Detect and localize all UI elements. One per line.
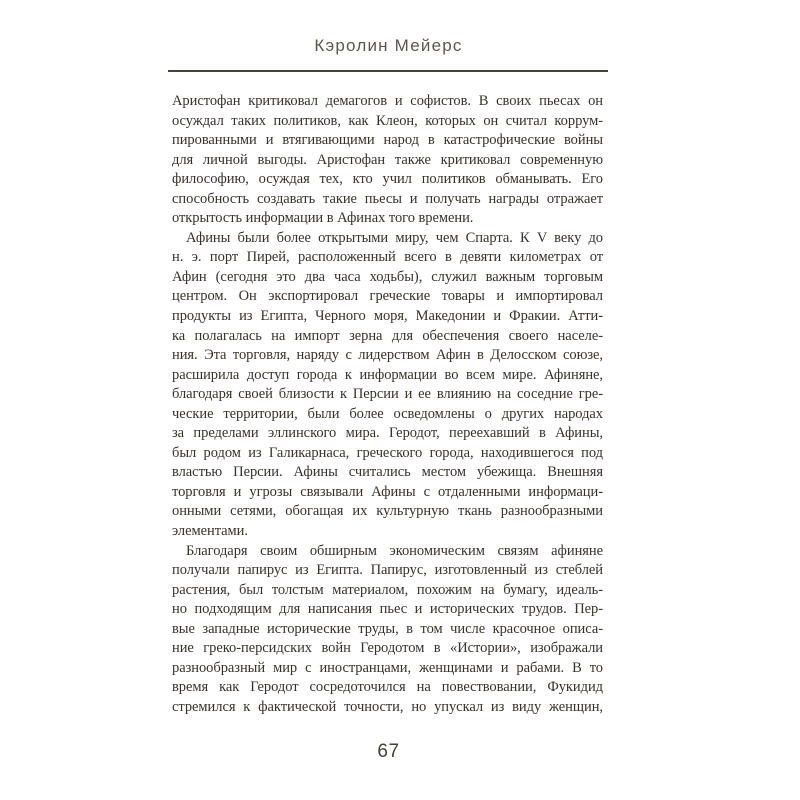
text-line: время как Геродот сосредоточился на повествовании, Фукидид — [172, 679, 603, 696]
text-line: Афины были более открытыми миру, чем Спарта. К V веку до — [186, 229, 603, 246]
text-line: осуждал таких политиков, как Клеон, которых он считал коррум- — [172, 112, 603, 129]
text-line: получали папирус из Египта. Папирус, изготовленный из стеблей — [172, 562, 603, 579]
text-line: ка полагалась на импорт зерна для обеспечения своего населе- — [172, 327, 603, 344]
text-line: способность создавать такие пьесы и получать награды отражает — [172, 190, 603, 207]
text-line: ния. Эта торговля, наряду с лидерством Афин в Делосском союзе, — [172, 347, 603, 364]
text-line: Благодаря своим обширным экономическим связям афиняне — [186, 542, 603, 559]
text-line: но подходящим для написания пьес и исторических трудов. Пер- — [172, 601, 603, 618]
text-line: н. э. порт Пирей, расположенный всего в девяти километрах от — [172, 249, 603, 266]
text-line: ческие территории, были более осведомлены о других народах — [172, 405, 603, 422]
text-line: за пределами эллинского мира. Геродот, переехавший в Афины, — [172, 425, 603, 442]
text-line: центром. Он экспортировал греческие товары и импортировал — [172, 288, 603, 305]
text-line: продукты из Египта, Черного моря, Македонии и Фракии. Атти- — [172, 308, 603, 325]
text-line: открытость информации в Афинах того времени. — [172, 210, 474, 227]
paragraph — [172, 542, 603, 718]
text-line: онными сетями, обогащая их культурную ткань разнообразными — [172, 503, 603, 520]
body-text — [172, 92, 603, 718]
text-line: благодаря своей близости к Персии и ее влиянию на соседние гре- — [172, 386, 603, 403]
text-line: ние греко-персидских войн Геродотом в «Истории», изображали — [172, 640, 603, 657]
text-line: философию, осуждая тех, кто учил политиков обманывать. Его — [172, 171, 603, 188]
text-line: элементами. — [172, 523, 248, 540]
text-line: стремился к фактической точности, но упускал из виду женщин, — [172, 698, 603, 715]
text-line: для личной выгоды. Аристофан также критиковал современную — [172, 151, 603, 168]
text-line: растения, был толстым материалом, похожим на бумагу, идеаль- — [172, 581, 603, 598]
text-line: пированными и втягивающими народ в катастрофические войны — [172, 132, 603, 149]
text-line: был родом из Галикарнаса, греческого города, находившегося под — [172, 444, 603, 461]
header-rule-divider — [168, 70, 608, 72]
text-line: Аристофан критиковал демагогов и софистов. В своих пьесах он — [172, 93, 603, 109]
running-header-author: Кэролин Мейерс — [314, 36, 463, 55]
text-line: властью Персии. Афины считались местом убежища. Внешняя — [172, 464, 603, 481]
text-line: вые западные исторические труды, в том числе красочное описа- — [172, 620, 603, 637]
text-line: разнообразный мир с иностранцами, женщинами и рабами. В то — [172, 659, 603, 676]
paragraph — [172, 229, 603, 542]
text-line: торговля и угрозы связывали Афины с отдаленными информаци- — [172, 483, 603, 500]
text-line: Афин (сегодня это два часа ходьбы), служил важным торговым — [172, 268, 603, 285]
page-number: 67 — [377, 741, 400, 762]
text-line: расширила доступ города к информации во всем мире. Афиняне, — [172, 366, 603, 383]
paragraph — [172, 92, 603, 229]
